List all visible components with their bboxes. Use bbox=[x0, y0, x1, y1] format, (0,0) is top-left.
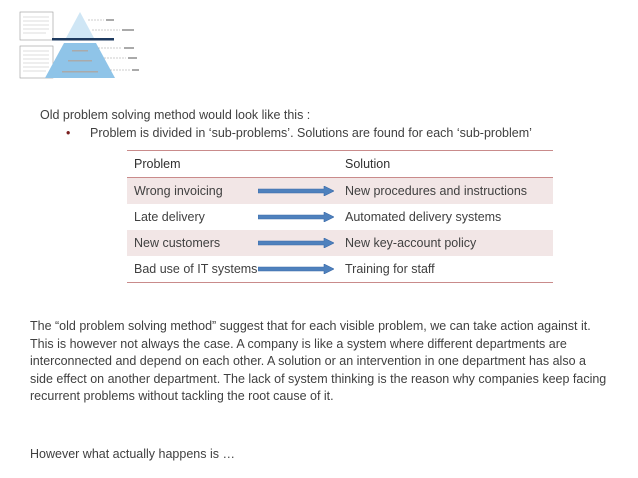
header-problem: Problem bbox=[127, 151, 258, 178]
arrow-cell bbox=[258, 204, 338, 230]
pyramid-diagram-thumbnail bbox=[18, 10, 140, 82]
solution-cell: Training for staff bbox=[338, 256, 553, 283]
arrow-cell bbox=[258, 256, 338, 283]
table-row bbox=[127, 256, 553, 283]
bullet-item bbox=[66, 126, 532, 140]
intro-text: Old problem solving method would look like this : bbox=[40, 108, 311, 122]
problem-cell: Bad use of IT systems bbox=[127, 256, 258, 283]
body-paragraph: The “old problem solving method” suggest that for each visible problem, we can take action against it. This is however not always the case. A company is like a system where different departments are interconnected and depend on each other. A solution or an intervention in one department has also a side effect on another department. The lack of system thinking is the reason why companies keep facing recurrent problems without tackling the root cause of it. bbox=[30, 319, 607, 403]
bullet-text: Problem is divided in ‘sub-problems’. Solutions are found for each ‘sub-problem’ bbox=[90, 126, 532, 140]
problem-cell: Wrong invoicing bbox=[127, 178, 258, 205]
solution-cell: New procedures and instructions bbox=[338, 178, 553, 205]
header-arrow-spacer bbox=[258, 151, 338, 178]
table-header-row bbox=[127, 151, 553, 178]
header-solution: Solution bbox=[338, 151, 553, 178]
right-arrow-icon bbox=[258, 264, 334, 274]
table-row bbox=[127, 204, 553, 230]
right-arrow-icon bbox=[258, 238, 334, 248]
arrow-cell bbox=[258, 230, 338, 256]
table-row bbox=[127, 230, 553, 256]
solution-cell: Automated delivery systems bbox=[345, 210, 502, 224]
table-row bbox=[127, 178, 553, 205]
solution-cell: New key-account policy bbox=[338, 230, 553, 256]
problem-cell: New customers bbox=[127, 230, 258, 256]
right-arrow-icon bbox=[258, 212, 334, 222]
closing-text: However what actually happens is … bbox=[30, 447, 235, 461]
problem-solution-table bbox=[127, 150, 553, 283]
bullet-marker: • bbox=[66, 126, 71, 140]
problem-cell: Late delivery bbox=[134, 210, 205, 224]
arrow-cell bbox=[258, 178, 338, 205]
right-arrow-icon bbox=[258, 186, 334, 196]
